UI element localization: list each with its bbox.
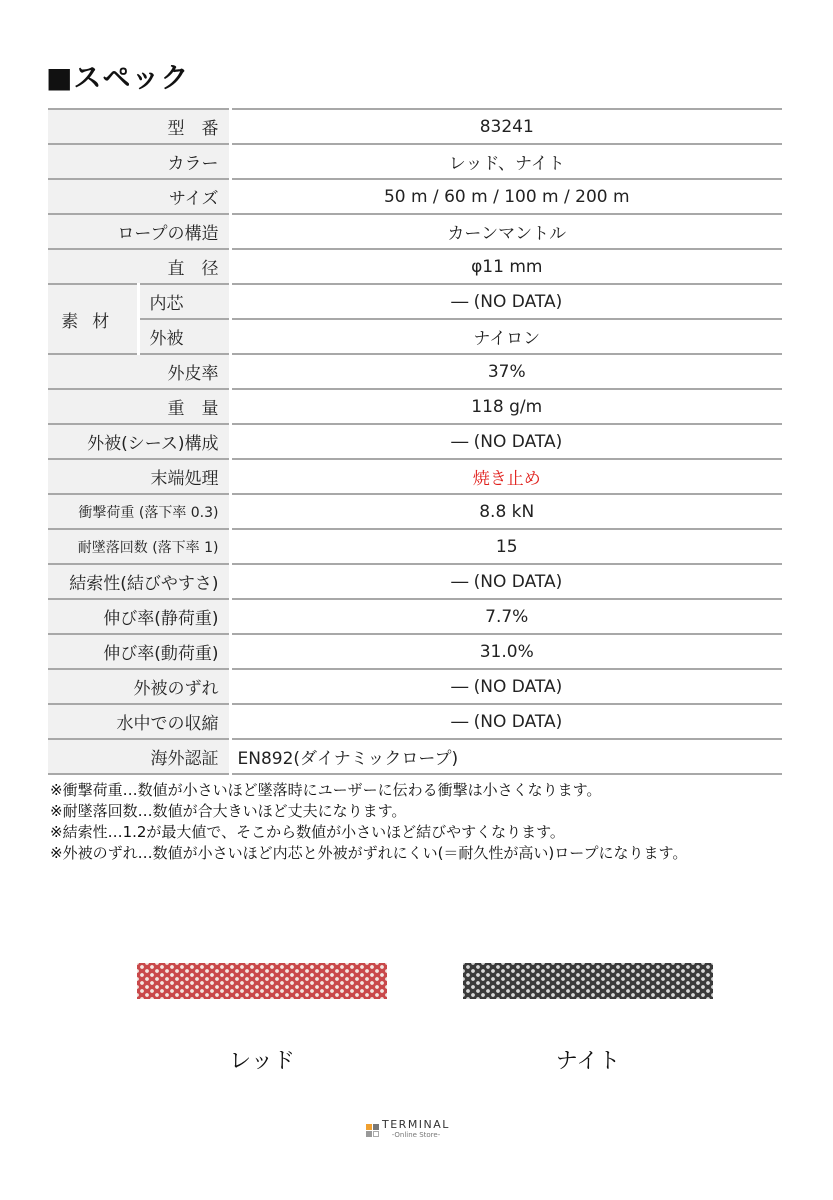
row-label: 末端処理 (48, 459, 230, 494)
note: ※衝撃荷重…数値が小さいほど墜落時にユーザーに伝わる衝撃は小さくなります。 (50, 781, 602, 799)
table-row (48, 249, 782, 284)
table-row (48, 179, 782, 214)
row-value: ― (NO DATA) (230, 284, 782, 319)
row-value: ナイロン (230, 319, 782, 354)
table-row (48, 459, 782, 494)
note: ※結索性…1.2が最大値で、そこから数値が小さいほど結びやすくなります。 (50, 823, 565, 841)
row-label: 外皮率 (48, 354, 230, 389)
table-row (48, 494, 782, 529)
row-label: 水中での収縮 (48, 704, 230, 739)
row-label: 重 量 (48, 389, 230, 424)
logo-squares-icon (366, 1124, 379, 1137)
table-row (48, 704, 782, 739)
row-value: 8.8 kN (230, 494, 782, 529)
table-row (48, 564, 782, 599)
page-title: ■スペック (46, 61, 190, 94)
row-label: 内芯 (138, 284, 230, 319)
row-label: 外被のずれ (48, 669, 230, 704)
table-row (48, 109, 782, 144)
row-value: ― (NO DATA) (230, 704, 782, 739)
row-label: カラー (48, 144, 230, 179)
table-row (48, 599, 782, 634)
row-value: φ11 mm (230, 249, 782, 284)
row-label: 衝撃荷重 (落下率 0.3) (48, 494, 230, 529)
table-row (48, 529, 782, 564)
table-row (48, 319, 782, 354)
row-label: 外被(シース)構成 (48, 424, 230, 459)
row-label: 耐墜落回数 (落下率 1) (48, 529, 230, 564)
note: ※外被のずれ…数値が小さいほど内芯と外被がずれにくい(＝耐久性が高い)ロープになります。 (50, 844, 688, 862)
row-value: 31.0% (230, 634, 782, 669)
table-row (48, 389, 782, 424)
row-label: 外被 (138, 319, 230, 354)
row-value: ― (NO DATA) (230, 424, 782, 459)
row-value: 83241 (230, 109, 782, 144)
row-value: レッド、ナイト (230, 144, 782, 179)
table-row (48, 214, 782, 249)
row-value: ― (NO DATA) (230, 669, 782, 704)
row-label: 伸び率(動荷重) (48, 634, 230, 669)
row-value: EN892(ダイナミックロープ) (230, 739, 782, 774)
table-row (48, 424, 782, 459)
spec-table (48, 108, 782, 775)
swatch-label: レッド (229, 1049, 295, 1074)
material-group-label: 素材 (48, 284, 138, 354)
swatch-label: ナイト (555, 1049, 621, 1074)
row-value: 37% (230, 354, 782, 389)
table-row (48, 669, 782, 704)
terminal-logo (366, 1120, 450, 1140)
logo-name: TERMINAL (382, 1118, 450, 1131)
rope-swatch-night (463, 963, 713, 999)
logo-sub: -Online Store- (391, 1131, 441, 1139)
table-row (48, 354, 782, 389)
table-row (48, 634, 782, 669)
row-label: サイズ (48, 179, 230, 214)
table-row (48, 144, 782, 179)
note: ※耐墜落回数…数値が合大きいほど丈夫になります。 (50, 802, 407, 820)
row-label: 直 径 (48, 249, 230, 284)
row-value: カーンマントル (230, 214, 782, 249)
notes (50, 780, 687, 864)
row-label: 伸び率(静荷重) (48, 599, 230, 634)
row-value: 15 (230, 529, 782, 564)
row-value: 7.7% (230, 599, 782, 634)
table-row (48, 739, 782, 774)
row-value: 118 g/m (230, 389, 782, 424)
row-label: 型 番 (48, 109, 230, 144)
row-value: 焼き止め (230, 459, 782, 494)
row-label: 結索性(結びやすさ) (48, 564, 230, 599)
row-value: ― (NO DATA) (230, 564, 782, 599)
row-label: ロープの構造 (48, 214, 230, 249)
table-row (48, 284, 782, 319)
row-label: 海外認証 (48, 739, 230, 774)
rope-swatch-red (137, 963, 387, 999)
row-value: 50 m / 60 m / 100 m / 200 m (230, 179, 782, 214)
